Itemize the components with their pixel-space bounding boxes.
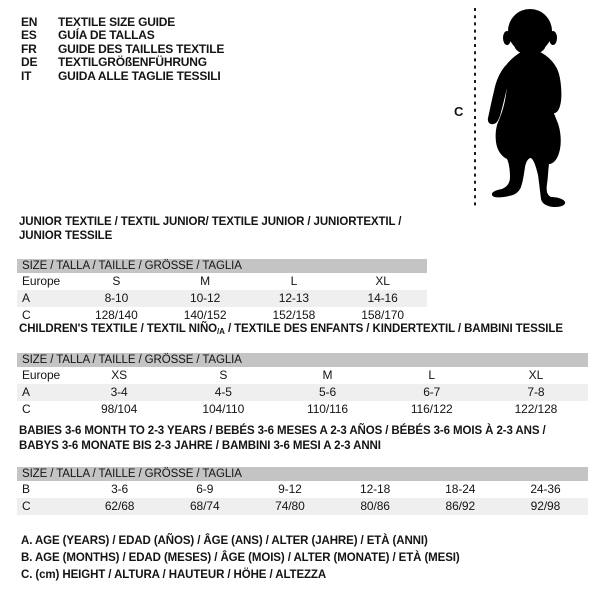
row-label: Europe <box>22 274 61 288</box>
baby-figure <box>440 4 600 210</box>
size-cell: 80/86 <box>360 499 390 513</box>
table-title <box>17 322 588 339</box>
legend-line: B. AGE (MONTHS) / EDAD (MESES) / ÂGE (MOIS) / ALTER (MONATE) / ETÀ (MESI) <box>21 552 460 565</box>
language-row <box>21 70 224 83</box>
size-cell: 110/116 <box>307 402 348 416</box>
language-code: FR <box>21 41 37 56</box>
table-row <box>17 384 588 401</box>
table-row <box>17 290 427 307</box>
table-row <box>17 498 588 515</box>
row-label: C <box>22 499 31 513</box>
table-title-part: CHILDREN'S TEXTILE / TEXTIL NIÑO <box>19 323 218 335</box>
table-row <box>17 273 427 290</box>
size-cell: XL <box>375 274 390 288</box>
size-cell: 6-9 <box>196 482 214 496</box>
size-cell: 3-6 <box>111 482 129 496</box>
language-code: DE <box>21 55 38 70</box>
size-cell: 104/110 <box>202 402 245 416</box>
size-cell: 9-12 <box>278 482 302 496</box>
language-label: GUIDE DES TAILLES TEXTILE <box>58 41 225 56</box>
table-row <box>17 367 588 384</box>
babies-textile-table <box>17 424 588 515</box>
size-cell: 68/74 <box>189 499 220 513</box>
size-cell: 10-12 <box>190 291 221 305</box>
size-cell: 12-18 <box>360 482 391 496</box>
size-cell: 8-10 <box>104 291 129 305</box>
size-cell: 128/140 <box>95 308 138 322</box>
baby-silhouette <box>488 9 565 207</box>
size-cell: M <box>200 274 211 288</box>
language-code: EN <box>21 15 38 29</box>
height-measure-label: C <box>454 104 464 119</box>
size-cell: S <box>112 274 121 288</box>
size-cell: 18-24 <box>445 482 476 496</box>
size-header-bar: SIZE / TALLA / TAILLE / GRÖSSE / TAGLIA <box>17 467 588 481</box>
size-cell: 86/92 <box>445 499 476 513</box>
table-title-line2: BABYS 3-6 MONATE BIS 2-3 JAHRE / BAMBINI 3-6 MESI A 2-3 ANNI <box>19 440 381 452</box>
language-label: TEXTILGRÖßENFÜHRUNG <box>58 55 207 70</box>
row-label: C <box>22 402 31 416</box>
table-title <box>17 215 427 243</box>
size-header-bar: SIZE / TALLA / TAILLE / GRÖSSE / TAGLIA <box>17 353 588 367</box>
size-cell: 12-13 <box>278 291 309 305</box>
size-cell: 158/170 <box>361 308 404 322</box>
size-header-bar: SIZE / TALLA / TAILLE / GRÖSSE / TAGLIA <box>17 259 427 273</box>
table-title-part: /A <box>217 327 225 336</box>
language-row <box>21 29 224 42</box>
table-row <box>17 401 588 418</box>
table-title-part: / TEXTILE DES ENFANTS / KINDERTEXTIL / BAMBINI TESSILE <box>224 323 563 335</box>
row-label: A <box>22 291 30 305</box>
size-cell: 140/152 <box>183 308 227 322</box>
size-cell: L <box>428 368 435 382</box>
language-label: GUIDA ALLE TAGLIE TESSILI <box>58 68 221 83</box>
size-cell: 98/104 <box>101 402 138 416</box>
legend-line: C. (cm) HEIGHT / ALTURA / HAUTEUR / HÖHE / ALTEZZA <box>21 569 327 582</box>
language-label: GUÍA DE TALLAS <box>58 28 155 43</box>
size-cell: 14-16 <box>367 291 398 305</box>
table-row <box>17 481 588 498</box>
row-label: A <box>22 385 30 399</box>
size-cell: M <box>322 368 333 382</box>
childrens-textile-table <box>17 322 588 418</box>
size-cell: 116/122 <box>410 402 453 416</box>
language-row <box>21 56 224 69</box>
junior-textile-table <box>17 215 427 324</box>
size-cell: 7-8 <box>527 385 545 399</box>
table-title-part: BABIES 3-6 MONTH TO 2-3 YEARS / BEBÉS 3-6 MESES A 2-3 AÑOS / BÉBÉS 3-6 MOIS À 2-3 ANS / <box>19 425 546 437</box>
row-label: B <box>22 482 30 496</box>
size-cell: 62/68 <box>104 499 135 513</box>
row-label: C <box>22 308 31 322</box>
table-title-part: JUNIOR TEXTILE / TEXTIL JUNIOR/ TEXTILE JUNIOR / JUNIORTEXTIL / JUNIOR TESSILE <box>19 216 402 242</box>
size-cell: 92/98 <box>530 499 561 513</box>
size-cell: L <box>290 274 298 288</box>
size-cell: 4-5 <box>214 385 232 399</box>
size-cell: 6-7 <box>423 385 441 399</box>
size-cell: 3-4 <box>110 385 128 399</box>
size-cell: XS <box>111 368 127 382</box>
baby-figure-graphic <box>440 4 600 210</box>
legend-line: A. AGE (YEARS) / EDAD (AÑOS) / ÂGE (ANS) / ALTER (JAHRE) / ETÀ (ANNI) <box>21 535 428 547</box>
size-cell: 122/128 <box>514 402 558 416</box>
size-cell: 74/80 <box>275 499 305 513</box>
row-label: Europe <box>22 368 61 382</box>
size-cell: XL <box>528 368 544 382</box>
language-code: IT <box>21 68 32 83</box>
table-title <box>17 424 588 454</box>
size-cell: 5-6 <box>318 385 337 399</box>
language-code: ES <box>21 28 37 43</box>
language-header <box>21 16 224 83</box>
language-label: TEXTILE SIZE GUIDE <box>58 15 176 29</box>
size-cell: 24-36 <box>530 482 561 496</box>
measurement-legend <box>21 533 460 585</box>
size-cell: 152/158 <box>272 308 316 322</box>
size-cell: S <box>219 368 228 382</box>
